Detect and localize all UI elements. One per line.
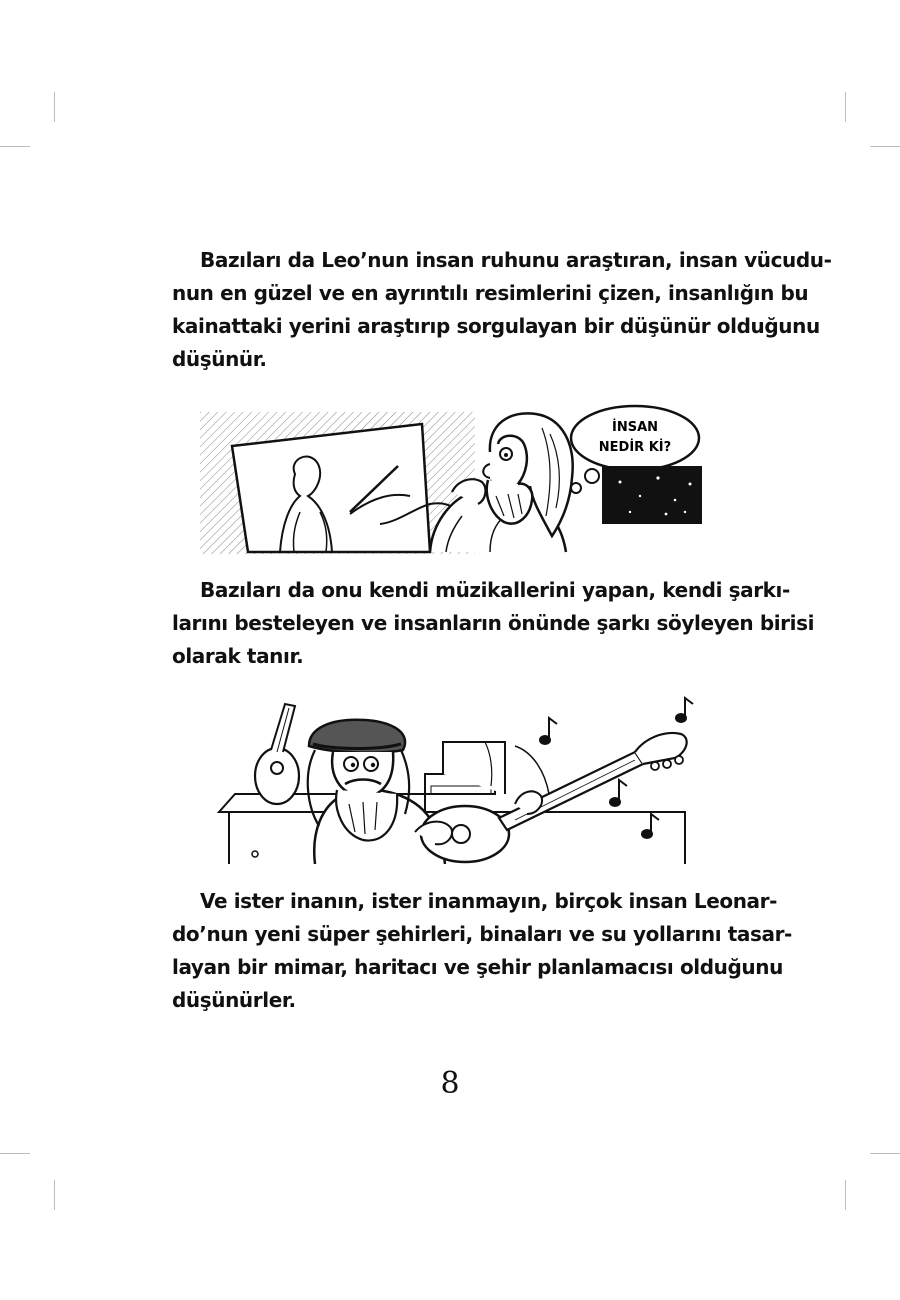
thought-bubble-line: İNSAN (611, 420, 659, 435)
text-line: kainattaki yerini araştırıp sorgulayan bir düşünür olduğunu (172, 314, 820, 338)
crop-mark (54, 1180, 55, 1210)
illustration-musician (215, 694, 705, 868)
text-line: larını besteleyen ve insanların önünde şarkı söyleyen birisi (172, 611, 815, 635)
page-number: 8 (440, 1066, 460, 1101)
crop-mark (0, 146, 30, 147)
crop-mark (845, 1180, 846, 1210)
paragraph-2 (172, 574, 815, 673)
text-line: Bazıları da onu kendi müzikallerini yapan, kendi şarkı- (200, 578, 790, 602)
thought-bubble-line: NEDİR Kİ? (598, 440, 672, 455)
text-line: do’nun yeni süper şehirleri, binaları ve su yollarını tasar- (172, 922, 792, 946)
crop-mark (845, 92, 846, 122)
text-line: düşünür. (172, 347, 267, 371)
crop-mark (0, 1153, 30, 1154)
paragraph-3 (172, 885, 792, 1017)
text-line: Ve ister inanın, ister inanmayın, birçok insan Leonar- (200, 889, 777, 913)
text-line: nun en güzel ve en ayrıntılı resimlerini çizen, insanlığın bu (172, 281, 809, 305)
crop-mark (870, 1153, 900, 1154)
crop-mark (54, 92, 55, 122)
illustration-thinker (200, 404, 710, 554)
text-line: layan bir mimar, haritacı ve şehir planlamacısı olduğunu (172, 955, 783, 979)
text-line: olarak tanır. (172, 644, 304, 668)
text-line: Bazıları da Leo’nun insan ruhunu araştıran, insan vücudu- (200, 248, 832, 272)
crop-mark (870, 146, 900, 147)
paragraph-1 (172, 244, 832, 376)
text-line: düşünürler. (172, 988, 296, 1012)
